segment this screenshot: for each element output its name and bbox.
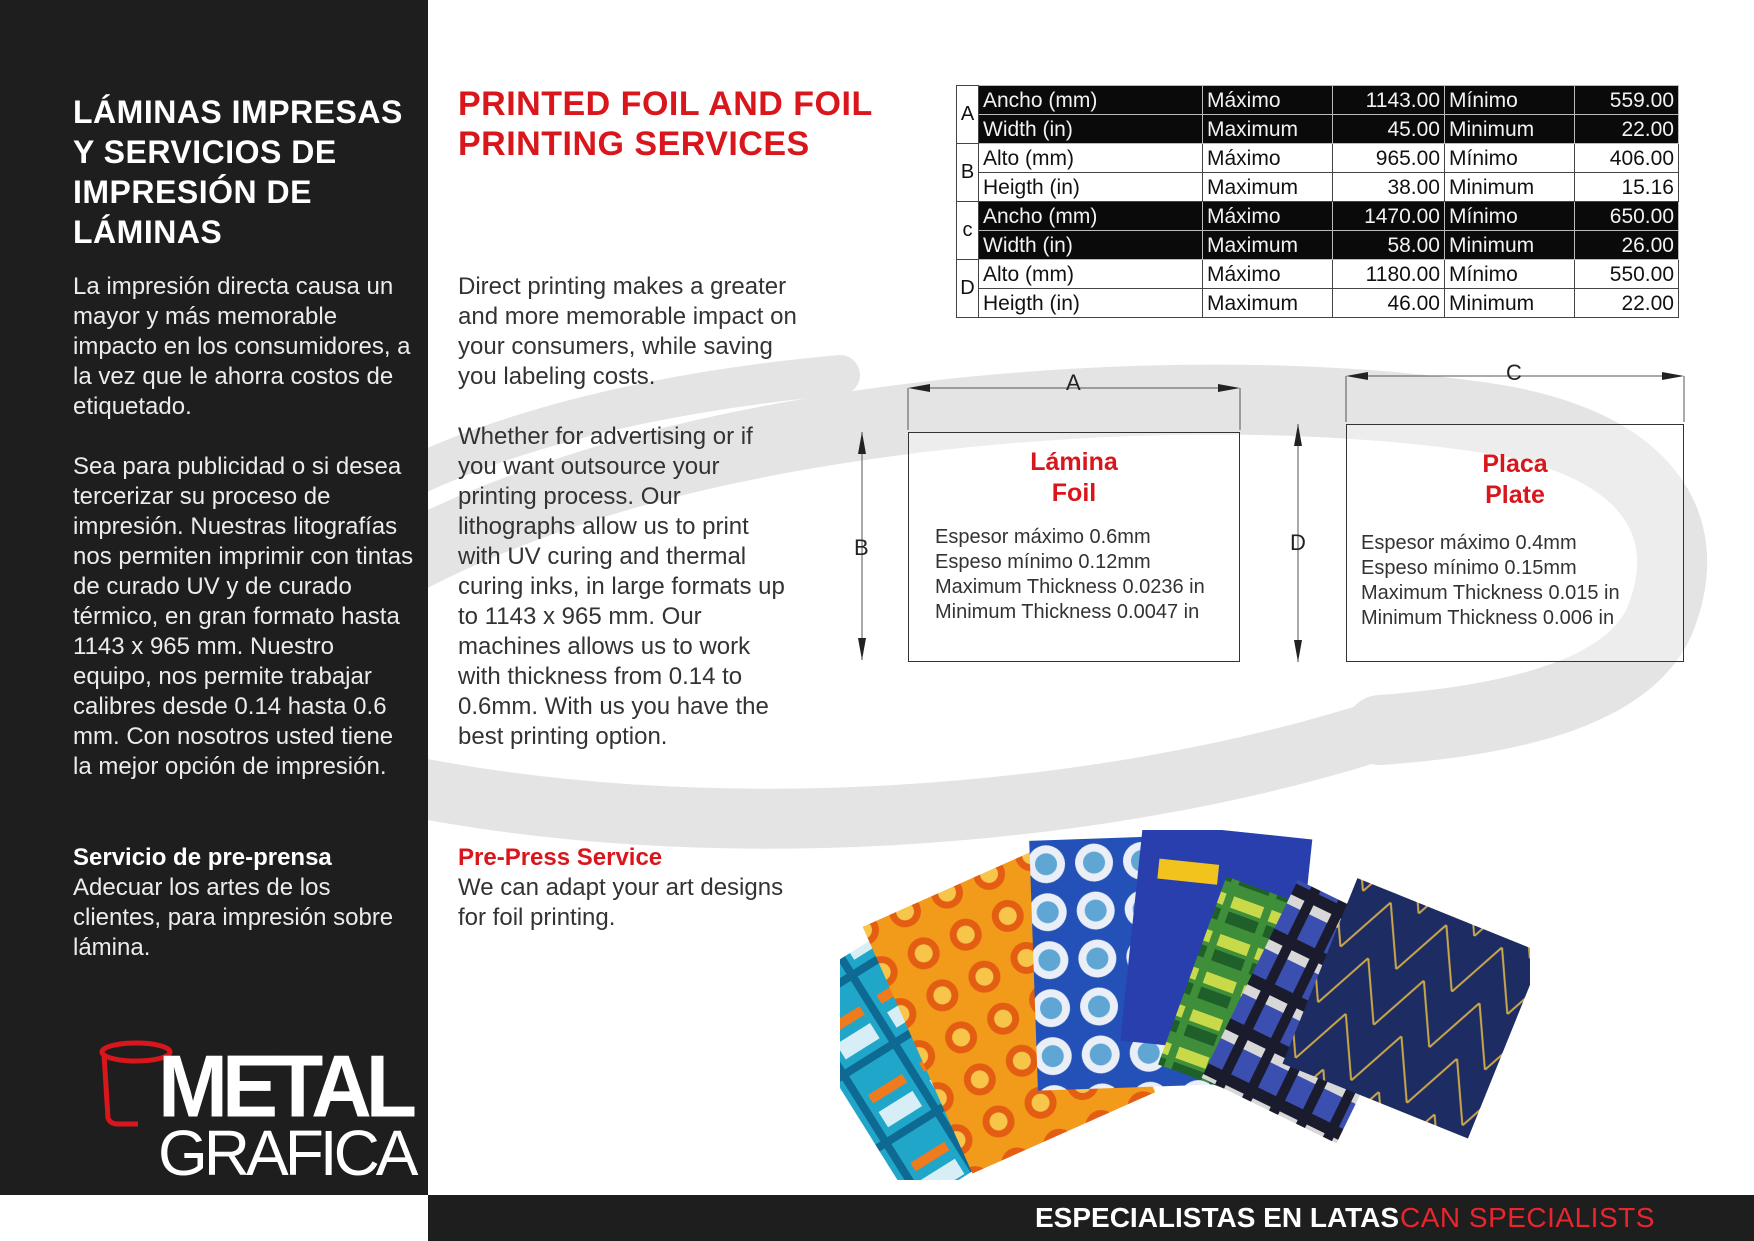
table-row [957, 231, 1679, 260]
dimension-name: Ancho (mm) [979, 86, 1203, 115]
min-value: 15.16 [1575, 173, 1679, 202]
max-label: Máximo [1203, 260, 1333, 289]
max-value: 1143.00 [1333, 86, 1445, 115]
dimension-name: Alto (mm) [979, 144, 1203, 173]
max-value: 45.00 [1333, 115, 1445, 144]
middle-paragraph-2: Whether for advertising or if you want outsource your printing process. Our lithographs allow us to print with UV curing and thermal curing inks, in large formats up to 1143 x 965 mm. Our machines allows us to work with thickness from 0.14 to 0.6mm. With us you have the best printing option. [458, 423, 785, 750]
max-value: 1180.00 [1333, 260, 1445, 289]
middle-body [458, 272, 798, 782]
dimension-name: Width (in) [979, 231, 1203, 260]
middle-prepress-text: We can adapt your art designs for foil printing. [458, 874, 784, 931]
middle-prepress [458, 843, 798, 933]
foil-spec-line: Minimum Thickness 0.0047 in [935, 601, 1200, 623]
table-row [957, 260, 1679, 289]
table-row [957, 86, 1679, 115]
max-label: Maximum [1203, 115, 1333, 144]
left-paragraph-1: La impresión directa causa un mayor y más memorable impacto en los consumidores, a la vez que le ahorra costos de etiquetado. [73, 273, 411, 420]
min-value: 650.00 [1575, 202, 1679, 231]
dimension-table [956, 85, 1679, 318]
foil-diagram [850, 370, 1250, 670]
min-label: Mínimo [1445, 86, 1575, 115]
max-value: 965.00 [1333, 144, 1445, 173]
footer-spanish-slogan: ESPECIALISTAS EN LATAS [1035, 1202, 1400, 1233]
middle-title: PRINTED FOIL AND FOIL PRINTING SERVICES [458, 85, 873, 163]
max-label: Maximum [1203, 289, 1333, 318]
plate-specs [1361, 531, 1620, 631]
min-value: 406.00 [1575, 144, 1679, 173]
min-value: 22.00 [1575, 115, 1679, 144]
group-letter: B [957, 144, 979, 202]
printed-foil-samples-image [840, 830, 1530, 1180]
foil-name-en: Foil [1051, 479, 1097, 507]
left-title: LÁMINAS IMPRESAS Y SERVICIOS DE IMPRESIÓN DE LÁMINAS [73, 94, 403, 250]
table-row [957, 144, 1679, 173]
max-label: Máximo [1203, 86, 1333, 115]
plate-spec-line: Espesor máximo 0.4mm [1361, 532, 1577, 554]
min-value: 26.00 [1575, 231, 1679, 260]
metalgrafica-logo [98, 1036, 415, 1198]
plate-spec-line: Maximum Thickness 0.015 in [1361, 582, 1620, 604]
group-letter: D [957, 260, 979, 318]
logo-grafica-text: GRAFICA [158, 1117, 415, 1189]
middle-prepress-heading: Pre-Press Service [458, 844, 663, 871]
max-value: 58.00 [1333, 231, 1445, 260]
min-value: 22.00 [1575, 289, 1679, 318]
left-prepress-heading: Servicio de pre-prensa [73, 844, 332, 871]
plate-spec-line: Minimum Thickness 0.006 in [1361, 607, 1615, 629]
plate-name-es: Placa [1482, 450, 1548, 478]
dimension-name: Alto (mm) [979, 260, 1203, 289]
plate-name-en: Plate [1485, 481, 1545, 509]
max-value: 38.00 [1333, 173, 1445, 202]
logo-metal-text: METAL [158, 1036, 412, 1136]
min-label: Minimum [1445, 173, 1575, 202]
footer-bar [428, 1195, 1754, 1241]
min-label: Mínimo [1445, 202, 1575, 231]
min-value: 559.00 [1575, 86, 1679, 115]
plate-height-letter: D [1290, 530, 1306, 555]
group-letter: A [957, 86, 979, 144]
footer-english-slogan: CAN SPECIALISTS [1400, 1202, 1655, 1233]
dimension-name: Heigth (in) [979, 289, 1203, 318]
max-label: Máximo [1203, 202, 1333, 231]
table-row [957, 202, 1679, 231]
max-value: 46.00 [1333, 289, 1445, 318]
foil-name-es: Lámina [1030, 448, 1118, 476]
group-letter: c [957, 202, 979, 260]
min-label: Minimum [1445, 231, 1575, 260]
foil-width-letter: A [1066, 370, 1081, 395]
left-paragraph-2: Sea para publicidad o si desea tercerizar su proceso de impresión. Nuestras litografías nos permiten imprimir con tintas de curado UV y de curado térmico, en gran formato hasta 1143 x 965 mm. Nuestro equipo, nos permite trabajar calibres desde 0.14 hasta 0.6 mm. Con nosotros usted tiene la mejor opción de impresión. [73, 453, 414, 780]
middle-paragraph-1: Direct printing makes a greater and more memorable impact on your consumers, while saving you labeling costs. [458, 273, 797, 390]
dimension-name: Heigth (in) [979, 173, 1203, 202]
left-prepress-text: Adecuar los artes de los clientes, para impresión sobre lámina. [73, 874, 394, 961]
min-label: Minimum [1445, 289, 1575, 318]
dimension-name: Width (in) [979, 115, 1203, 144]
table-row [957, 289, 1679, 318]
left-body [73, 272, 418, 812]
plate-width-letter: C [1506, 360, 1522, 385]
min-value: 550.00 [1575, 260, 1679, 289]
left-prepress [73, 843, 418, 963]
table-row [957, 173, 1679, 202]
table-row [957, 115, 1679, 144]
min-label: Minimum [1445, 115, 1575, 144]
foil-spec-line: Espeso mínimo 0.12mm [935, 551, 1151, 573]
plate-diagram [1290, 362, 1690, 672]
foil-height-letter: B [854, 535, 869, 560]
foil-box [908, 432, 1240, 662]
max-label: Máximo [1203, 144, 1333, 173]
min-label: Mínimo [1445, 260, 1575, 289]
min-label: Mínimo [1445, 144, 1575, 173]
foil-spec-line: Espesor máximo 0.6mm [935, 526, 1151, 548]
max-label: Maximum [1203, 231, 1333, 260]
plate-spec-line: Espeso mínimo 0.15mm [1361, 557, 1577, 579]
foil-specs [935, 525, 1205, 625]
max-value: 1470.00 [1333, 202, 1445, 231]
dimension-name: Ancho (mm) [979, 202, 1203, 231]
max-label: Maximum [1203, 173, 1333, 202]
plate-box [1346, 424, 1684, 662]
foil-spec-line: Maximum Thickness 0.0236 in [935, 576, 1205, 598]
